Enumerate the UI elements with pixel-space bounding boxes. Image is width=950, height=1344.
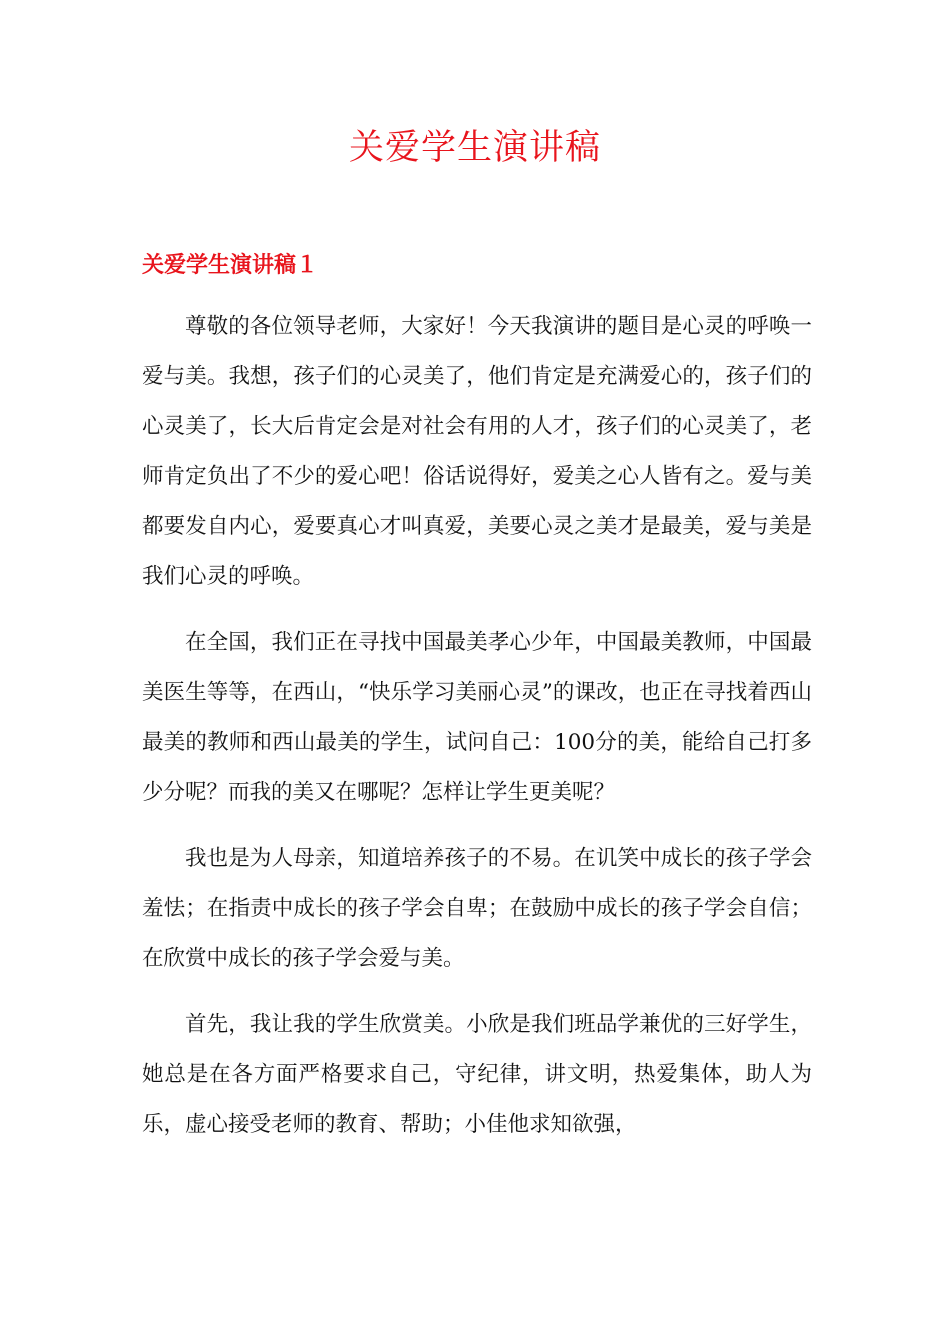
paragraph-2: 在全国，我们正在寻找中国最美孝心少年，中国最美教师，中国最美医生等等，在西山，“快乐学习美丽心灵”的课改，也正在寻找着西山最美的教师和西山最美的学生，试问自己：100分的美，能给自己打多少分呢？而我的美又在哪呢？怎样让学生更美呢？ [142, 630, 812, 805]
section-heading: 关爱学生演讲稿１ [142, 253, 319, 278]
paragraph-3: 我也是为人母亲，知道培养孩子的不易。在讥笑中成长的孩子学会羞怯；在指责中成长的孩子学会自卑；在鼓励中成长的孩子学会自信；在欣赏中成长的孩子学会爱与美。 [142, 846, 812, 971]
document-title: 关爱学生演讲稿 [348, 128, 601, 168]
paragraph-4: 首先，我让我的学生欣赏美。小欣是我们班品学兼优的三好学生，她总是在各方面严格要求自己，守纪律，讲文明，热爱集体，助人为乐，虚心接受老师的教育、帮助；小佳他求知欲强， [142, 1012, 812, 1137]
paragraph-1: 尊敬的各位领导老师，大家好！今天我演讲的题目是心灵的呼唤一爱与美。我想，孩子们的心灵美了，他们肯定是充满爱心的，孩子们的心灵美了，长大后肯定会是对社会有用的人才，孩子们的心灵美了，老师肯定负出了不少的爱心吧！俗话说得好，爱美之心人皆有之。爱与美都要发自内心，爱要真心才叫真爱，美要心灵之美才是最美，爱与美是我们心灵的呼唤。 [142, 314, 812, 589]
body-text [142, 302, 812, 1150]
